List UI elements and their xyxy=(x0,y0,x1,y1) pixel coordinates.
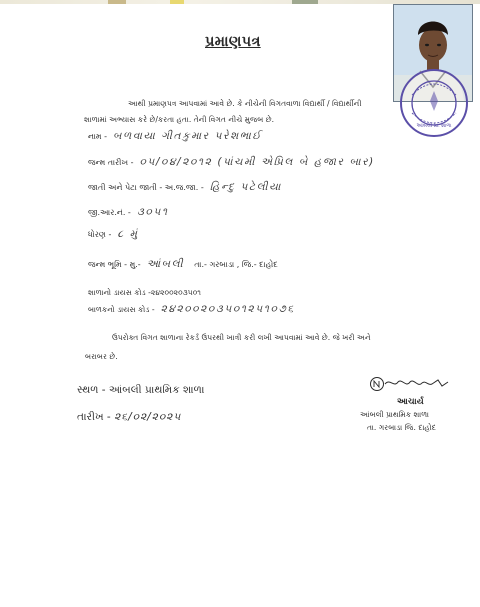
signatory-school: આંબલી પ્રાથમિક શાળા xyxy=(360,410,430,419)
date-row xyxy=(77,411,181,424)
verification-line-1: ઉપરોક્ત વિગત શાળાના રેકર્ડ ઉપરથી ખાત્રી કરી લખી આપવામાં આવે છે. જે ખરી અને xyxy=(112,333,371,342)
caste-row xyxy=(88,181,282,194)
birthplace-taluka-district: તા.- ગરબાડા , જિ.- દાહોદ xyxy=(194,260,278,269)
standard-value: ૮ મું xyxy=(117,228,139,240)
signatory-place: તા. ગરબાડા જિ. દાહોદ xyxy=(367,423,436,432)
standard-row xyxy=(88,228,139,241)
child-code-row xyxy=(88,303,295,316)
name-value: બળવાયા ગીતકુમાર પરેશભાઈ xyxy=(113,130,263,142)
birthplace-label: જન્મ ભૂમિ - મુ.- xyxy=(88,260,141,269)
stamp-text: આંબલી પ્રા. શાળા xyxy=(416,123,452,129)
signatory-role: આચાર્ય xyxy=(397,397,424,407)
place-label: સ્થળ - xyxy=(77,384,106,396)
place-row xyxy=(77,384,204,397)
gr-number-label: જી.આર.નં. - xyxy=(88,208,131,217)
verification-line-2: બરાબર છે. xyxy=(85,352,118,361)
certificate-title: પ્રમાણપત્ર xyxy=(205,34,261,50)
school-dise-row xyxy=(88,288,201,298)
principal-signature xyxy=(368,374,450,398)
top-edge-mark xyxy=(170,0,184,4)
school-dise-label: શાળાનો ડાયસ કોડ - xyxy=(88,288,151,297)
birthplace-value: આંબલી xyxy=(146,258,185,270)
name-row xyxy=(88,130,262,143)
date-label: તારીખ - xyxy=(77,411,111,423)
school-stamp xyxy=(398,67,470,139)
place-value: આંબલી પ્રાથમિક શાળા xyxy=(108,384,205,396)
caste-value: હિન્દુ પટેલીયા xyxy=(209,181,282,193)
top-edge-mark xyxy=(292,0,318,4)
dob-value: ૦૫/૦૪/૨૦૧૨ (પાંચમી એપ્રિલ બે હજાર બાર) xyxy=(139,156,375,168)
name-label: નામ - xyxy=(88,132,107,141)
school-dise-value: ૨૪૨૦૦૨૦૩૫૦૧ xyxy=(150,288,202,297)
dob-row xyxy=(88,156,375,169)
caste-label: જાતી અને પેટા જાતી - અ.જ.જા. - xyxy=(88,183,204,192)
child-code-value: ૨૪૨૦૦૨૦૩૫૦૧૨૫૧૦૭૬ xyxy=(160,303,295,315)
top-edge-mark xyxy=(108,0,126,4)
school-stamp-seal xyxy=(398,67,470,139)
birthplace-row xyxy=(88,258,278,271)
gr-number-row xyxy=(88,206,169,219)
intro-line-1: આથી પ્રમાણપત્ર આપવામાં આવે છે. કે નીચેની વિગતવાળા વિદ્યાર્થી / વિદ્યાર્થીની xyxy=(128,99,362,108)
date-value: ૨૬/૦૨/૨૦૨૫ xyxy=(114,411,182,423)
child-code-label: બાળકનો ડાયસ કોડ - xyxy=(88,305,155,314)
dob-label: જન્મ તારીખ - xyxy=(88,158,134,167)
gr-number-value: ૩૦૫૧ xyxy=(136,206,169,218)
intro-line-2: શાળામાં અભ્યાસ કરે છે/કરતા હતા. તેની વિગત નીચે મુજબ છે. xyxy=(84,115,275,124)
standard-label: ધોરણ - xyxy=(88,230,112,239)
